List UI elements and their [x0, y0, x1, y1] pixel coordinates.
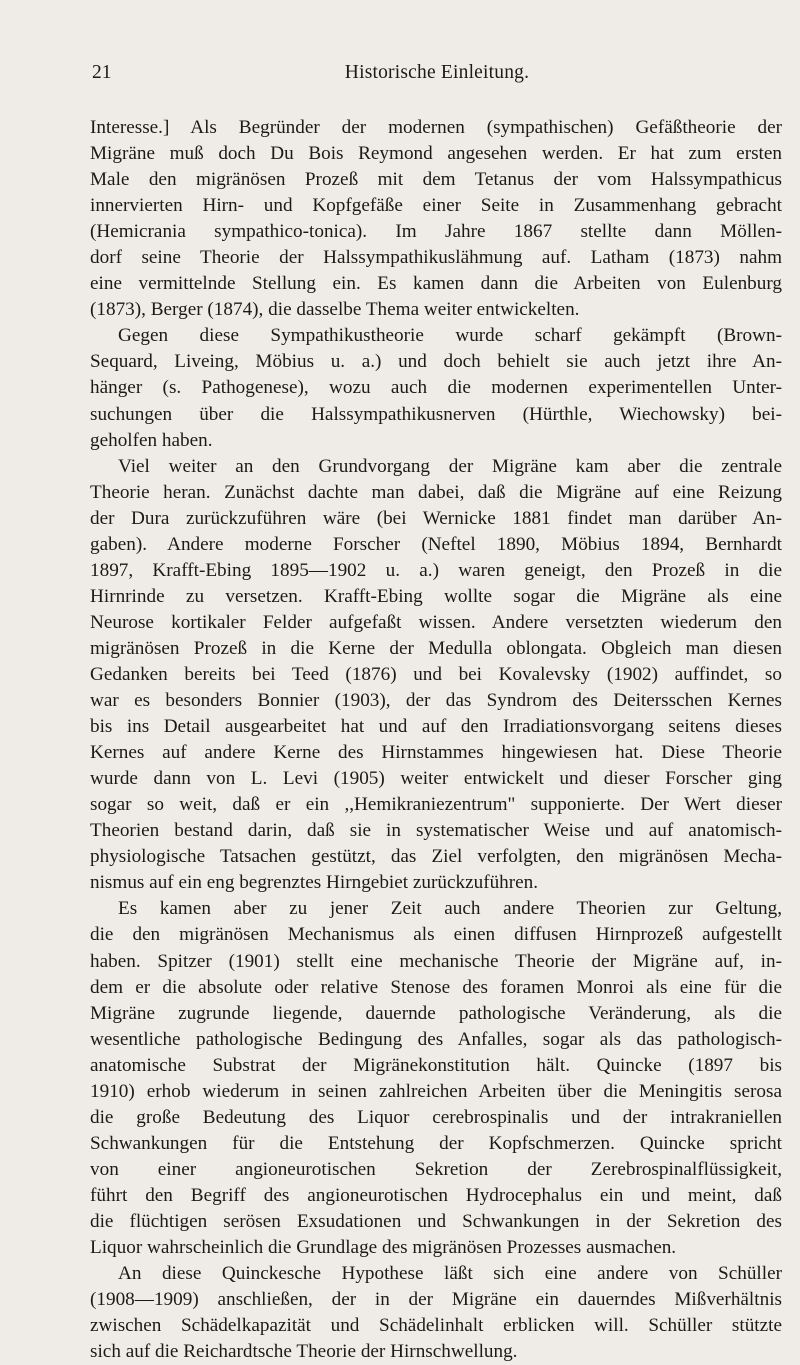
text-line: 1910) erhob wiederum in seinen zahlreichen Arbeiten über die Meningitis serosa	[90, 1080, 782, 1102]
text-line: Migräne zugrunde liegende, dauernde pathologische Veränderung, als die	[90, 1002, 782, 1024]
text-line: suchungen über die Halssympathikusnerven (Hürthle, Wiechowsky) bei-	[90, 403, 782, 425]
text-line: Male den migränösen Prozeß mit dem Tetanus der vom Halssympathicus	[90, 169, 782, 191]
text-line: die den migränösen Mechanismus als einen diffusen Hirnprozeß aufgestellt	[90, 924, 782, 946]
text-line: bis ins Detail ausgearbeitet hat und auf den Irradiationsvorgang seitens dieses	[90, 716, 782, 738]
text-line: wurde dann von L. Levi (1905) weiter entwickelt und dieser Forscher ging	[90, 768, 782, 790]
text-line: von einer angioneurotischen Sekretion der Zerebrospinalflüssigkeit,	[90, 1158, 782, 1180]
text-line: hänger (s. Pathogenese), wozu auch die modernen experimentellen Unter-	[90, 377, 782, 399]
text-line: Migräne muß doch Du Bois Reymond angesehen werden. Er hat zum ersten	[90, 143, 782, 165]
text-line: dorf seine Theorie der Halssympathikuslähmung auf. Latham (1873) nahm	[90, 247, 782, 269]
text-line: sogar so weit, daß er ein ,,Hemikraniezentrum" supponierte. Der Wert dieser	[90, 794, 782, 816]
text-line: nismus auf ein eng begrenztes Hirngebiet zurückzuführen.	[90, 872, 539, 894]
text-line: haben. Spitzer (1901) stellt eine mechanische Theorie der Migräne auf, in-	[90, 950, 782, 972]
running-title: Historische Einleitung.	[344, 62, 530, 83]
text-line: (1873), Berger (1874), die dasselbe Thema weiter entwickelten.	[90, 299, 580, 321]
text-line: Neurose kortikaler Felder aufgefaßt wissen. Andere versetzten wiederum den	[90, 611, 782, 633]
text-line: Theorien bestand darin, daß sie in systematischer Weise und auf anatomisch-	[90, 820, 782, 842]
text-line: gaben). Andere moderne Forscher (Neftel 1890, Möbius 1894, Bernhardt	[90, 533, 782, 555]
text-line: führt den Begriff des angioneurotischen Hydrocephalus ein und meint, daß	[90, 1184, 782, 1206]
text-line: war es besonders Bonnier (1903), der das Syndrom des Deitersschen Kernes	[90, 690, 782, 712]
text-line: eine vermittelnde Stellung ein. Es kamen dann die Arbeiten von Eulenburg	[90, 273, 782, 295]
text-line: die flüchtigen serösen Exsudationen und Schwankungen in der Sekretion des	[90, 1210, 782, 1232]
text-line: migränösen Prozeß in die Kerne der Medulla oblongata. Obgleich man diesen	[90, 637, 782, 659]
text-line: Gedanken bereits bei Teed (1876) und bei Kovalevsky (1902) auffindet, so	[90, 663, 782, 685]
text-line: Schwankungen für die Entstehung der Kopfschmerzen. Quincke spricht	[90, 1132, 782, 1154]
body-text	[90, 115, 782, 1365]
text-line: Sequard, Liveing, Möbius u. a.) und doch behielt sie auch jetzt ihre An-	[90, 351, 782, 373]
text-line: Gegen diese Sympathikustheorie wurde scharf gekämpft (Brown-	[118, 325, 782, 347]
text-line: wesentliche pathologische Bedingung des Anfalles, sogar als das pathologisch-	[90, 1028, 782, 1050]
page-number: 21	[92, 62, 112, 83]
text-line: Es kamen aber zu jener Zeit auch andere Theorien zur Geltung,	[118, 898, 782, 920]
text-line: anatomische Substrat der Migränekonstitution hält. Quincke (1897 bis	[90, 1054, 782, 1076]
text-line: Viel weiter an den Grundvorgang der Migräne kam aber die zentrale	[118, 455, 782, 477]
text-line: Hirnrinde zu versetzen. Krafft-Ebing wollte sogar die Migräne als eine	[90, 585, 782, 607]
text-line: 1897, Krafft-Ebing 1895—1902 u. a.) waren geneigt, den Prozeß in die	[90, 559, 782, 581]
text-line: An diese Quinckesche Hypothese läßt sich eine andere von Schüller	[118, 1263, 782, 1285]
text-line: Interesse.] Als Begründer der modernen (sympathischen) Gefäßtheorie der	[90, 117, 782, 138]
text-line: (Hemicrania sympathico-tonica). Im Jahre 1867 stellte dann Möllen-	[90, 221, 782, 243]
text-line: sich auf die Reichardtsche Theorie der Hirnschwellung.	[90, 1341, 518, 1363]
text-line: zwischen Schädelkapazität und Schädelinhalt erblicken will. Schüller stützte	[90, 1315, 782, 1337]
text-line: physiologische Tatsachen gestützt, das Ziel verfolgten, den migränösen Mecha-	[90, 846, 782, 868]
text-line: der Dura zurückzuführen wäre (bei Wernicke 1881 findet man darüber An-	[90, 507, 782, 529]
text-line: dem er die absolute oder relative Stenose des foramen Monroi als eine für die	[90, 976, 782, 998]
text-line: die große Bedeutung des Liquor cerebrospinalis und der intrakraniellen	[90, 1106, 782, 1128]
running-header	[92, 62, 782, 92]
text-line: Kernes auf andere Kerne des Hirnstammes hingewiesen hat. Diese Theorie	[90, 742, 782, 764]
text-line: geholfen haben.	[90, 429, 213, 451]
text-line: Theorie heran. Zunächst dachte man dabei, daß die Migräne auf eine Reizung	[90, 481, 782, 503]
text-line: innervierten Hirn- und Kopfgefäße einer Seite in Zusammenhang gebracht	[90, 195, 782, 217]
text-line: (1908—1909) anschließen, der in der Migräne ein dauerndes Mißverhältnis	[90, 1289, 782, 1311]
text-line: Liquor wahrscheinlich die Grundlage des migränösen Prozesses ausmachen.	[90, 1237, 677, 1259]
